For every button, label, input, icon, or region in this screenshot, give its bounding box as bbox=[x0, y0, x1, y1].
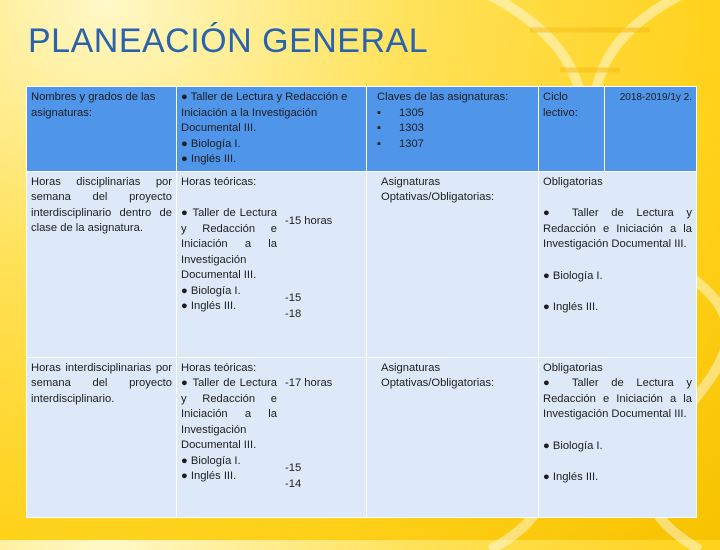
planning-table bbox=[26, 86, 697, 518]
subject-entry-1: ● Taller de Lectura y Redacción e Iniciación a la Investigación Documental III. bbox=[181, 377, 277, 451]
mandatory-subject-3: ● Inglés III. bbox=[543, 301, 599, 313]
subject-name-2: ● Biología I. bbox=[181, 137, 241, 150]
mandatory-subject-2: ● Biología I. bbox=[543, 269, 603, 282]
header-row bbox=[27, 87, 697, 172]
mandatory-subject-2: ● Biología I. bbox=[543, 439, 603, 452]
disciplinary-label: Horas disciplinarias por semana del proyecto interdisciplinario dentro de clase de la asignatura. bbox=[31, 175, 172, 234]
subject-name-1: ● Taller de Lectura y Redacción e Iniciación a la Investigación Documental III. bbox=[181, 91, 348, 134]
type-label: Asignaturas Optativas/Obligatorias: bbox=[381, 175, 495, 203]
subject-entry-3: ● Inglés III. bbox=[181, 470, 237, 482]
interdisciplinary-label: Horas interdisciplinarias por semana del proyecto interdisciplinario. bbox=[31, 361, 172, 405]
subject-entry-3: ● Inglés III. bbox=[181, 300, 237, 312]
subjects-cell bbox=[177, 87, 367, 172]
interdisciplinary-hours-row bbox=[27, 357, 697, 517]
key-value: 1305 bbox=[399, 106, 424, 119]
keys-cell bbox=[367, 87, 539, 172]
hours-value-3: -14 bbox=[285, 477, 302, 490]
type-label-cell bbox=[367, 171, 539, 357]
subject-entry-2: ● Biología I. bbox=[181, 454, 241, 467]
subject-entry-2: ● Biología I. bbox=[181, 284, 241, 297]
bullet-icon: ▪ bbox=[377, 106, 381, 119]
hours-value-2: -15 bbox=[285, 462, 302, 474]
subjects-label: Nombres y grados de las asignaturas: bbox=[31, 91, 156, 119]
key-item bbox=[377, 106, 534, 122]
cycle-label: Ciclo lectivo: bbox=[543, 91, 578, 119]
hours-value-1: -17 horas bbox=[285, 376, 333, 389]
page-title: PLANEACIÓN GENERAL bbox=[28, 22, 429, 60]
theory-hours-heading: Horas teóricas: bbox=[181, 175, 257, 188]
subject-name-3: ● Inglés III. bbox=[181, 153, 237, 165]
keys-list bbox=[377, 106, 534, 153]
key-value: 1303 bbox=[399, 122, 424, 134]
type-value-cell bbox=[539, 171, 697, 357]
cycle-label-cell bbox=[539, 87, 605, 172]
interdisciplinary-label-cell bbox=[27, 357, 177, 517]
type-label-cell bbox=[367, 357, 539, 517]
type-value-cell bbox=[539, 357, 697, 517]
type-label: Asignaturas Optativas/Obligatorias: bbox=[381, 361, 495, 389]
theory-hours-heading: Horas teóricas: bbox=[181, 361, 257, 374]
disciplinary-label-cell bbox=[27, 171, 177, 357]
key-item bbox=[377, 137, 534, 153]
bullet-icon: ▪ bbox=[377, 137, 381, 150]
cycle-value: 2018-2019/1y 2. bbox=[619, 92, 692, 103]
hours-value-2: -15 bbox=[285, 292, 302, 304]
key-item bbox=[377, 121, 534, 137]
type-value: Obligatorias bbox=[543, 361, 603, 374]
key-value: 1307 bbox=[399, 137, 424, 150]
disciplinary-hours-cell bbox=[177, 171, 367, 357]
mandatory-subject-3: ● Inglés III. bbox=[543, 471, 599, 483]
hours-value-3: -18 bbox=[285, 307, 302, 320]
bullet-icon: ▪ bbox=[377, 122, 381, 134]
type-value: Obligatorias bbox=[543, 175, 603, 188]
keys-label: Claves de las asignaturas: bbox=[377, 91, 509, 103]
interdisciplinary-hours-cell bbox=[177, 357, 367, 517]
subject-entry-1: ● Taller de Lectura y Redacción e Iniciación a la Investigación Documental III. bbox=[181, 207, 277, 281]
subjects-label-cell bbox=[27, 87, 177, 172]
mandatory-subject-1: ● Taller de Lectura y Redacción e Iniciación a la Investigación Documental III. bbox=[543, 377, 692, 420]
hours-value-1: -15 horas bbox=[285, 214, 333, 227]
mandatory-subject-1: ● Taller de Lectura y Redacción e Iniciación a la Investigación Documental III. bbox=[543, 207, 692, 250]
cycle-value-cell bbox=[605, 87, 697, 172]
disciplinary-hours-row bbox=[27, 171, 697, 357]
